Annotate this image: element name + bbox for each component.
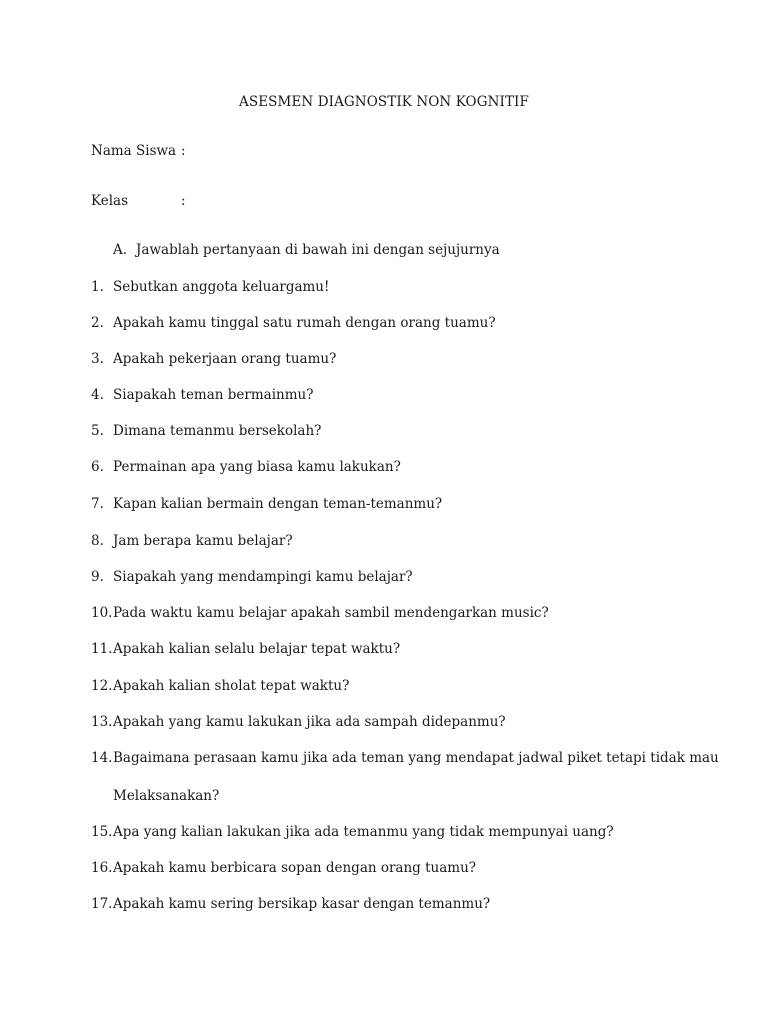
- question-number: 1.: [91, 279, 104, 295]
- question-number: 15.: [91, 824, 113, 840]
- question-item: [91, 896, 490, 912]
- question-number: 4.: [91, 387, 104, 403]
- question-item: [91, 824, 614, 840]
- question-text: Apakah kamu tinggal satu rumah dengan orang tuamu?: [113, 315, 496, 331]
- question-item: [91, 496, 442, 512]
- question-text: Apakah kalian selalu belajar tepat waktu?: [113, 641, 401, 657]
- question-text: Jam berapa kamu belajar?: [113, 533, 293, 549]
- section-a-heading: [113, 242, 500, 258]
- field-kelas: [91, 193, 186, 209]
- question-number: 11.: [91, 641, 113, 657]
- question-number: 9.: [91, 569, 104, 585]
- question-text: Apakah yang kamu lakukan jika ada sampah didepanmu?: [113, 714, 506, 730]
- question-item: [91, 423, 321, 439]
- question-text: Bagaimana perasaan kamu jika ada teman yang mendapat jadwal piket tetapi tidak mau: [113, 750, 719, 766]
- question-text: Apakah kamu berbicara sopan dengan orang tuamu?: [113, 860, 477, 876]
- question-text: Kapan kalian bermain dengan teman-temanmu?: [113, 496, 443, 512]
- question-item: [91, 714, 506, 730]
- field-label: Kelas: [91, 193, 129, 209]
- field-colon: :: [181, 143, 186, 159]
- question-text: Sebutkan anggota keluargamu!: [113, 279, 330, 295]
- question-item: [91, 387, 313, 403]
- question-continuation: Melaksanakan?: [113, 788, 220, 804]
- field-nama-siswa: [91, 143, 186, 159]
- question-number: 6.: [91, 459, 104, 475]
- question-item: [91, 279, 329, 295]
- question-number: 2.: [91, 315, 104, 331]
- question-text: Dimana temanmu bersekolah?: [113, 423, 322, 439]
- question-text: Permainan apa yang biasa kamu lakukan?: [113, 459, 401, 475]
- question-item: [91, 351, 336, 367]
- question-number: 13.: [91, 714, 113, 730]
- question-number: 16.: [91, 860, 113, 876]
- question-number: 10.: [91, 605, 113, 621]
- field-label: Nama Siswa: [91, 143, 177, 159]
- question-number: 12.: [91, 678, 113, 694]
- field-colon: :: [181, 193, 186, 209]
- question-item: [91, 860, 476, 876]
- question-text: Apakah kalian sholat tepat waktu?: [113, 678, 350, 694]
- question-item: [91, 459, 401, 475]
- question-text: Apakah kamu sering bersikap kasar dengan temanmu?: [113, 896, 491, 912]
- question-text: Apakah pekerjaan orang tuamu?: [113, 351, 337, 367]
- question-item: [91, 605, 549, 621]
- question-text: Pada waktu kamu belajar apakah sambil mendengarkan music?: [113, 605, 549, 621]
- question-item: [91, 315, 496, 331]
- question-item: [91, 750, 719, 766]
- question-number: 17.: [91, 896, 113, 912]
- question-number: 5.: [91, 423, 104, 439]
- question-text: Apa yang kalian lakukan jika ada temanmu yang tidak mempunyai uang?: [113, 824, 614, 840]
- question-text: Siapakah yang mendampingi kamu belajar?: [113, 569, 413, 585]
- question-item: [91, 569, 413, 585]
- section-heading-text: Jawablah pertanyaan di bawah ini dengan sejujurnya: [136, 242, 500, 258]
- question-number: 14.: [91, 750, 113, 766]
- question-item: [91, 678, 349, 694]
- question-number: 3.: [91, 351, 104, 367]
- question-number: 8.: [91, 533, 104, 549]
- question-text: Siapakah teman bermainmu?: [113, 387, 314, 403]
- question-item: [91, 533, 293, 549]
- question-number: 7.: [91, 496, 104, 512]
- question-item: [91, 641, 400, 657]
- section-letter: A.: [113, 242, 128, 258]
- document-title: ASESMEN DIAGNOSTIK NON KOGNITIF: [239, 94, 529, 110]
